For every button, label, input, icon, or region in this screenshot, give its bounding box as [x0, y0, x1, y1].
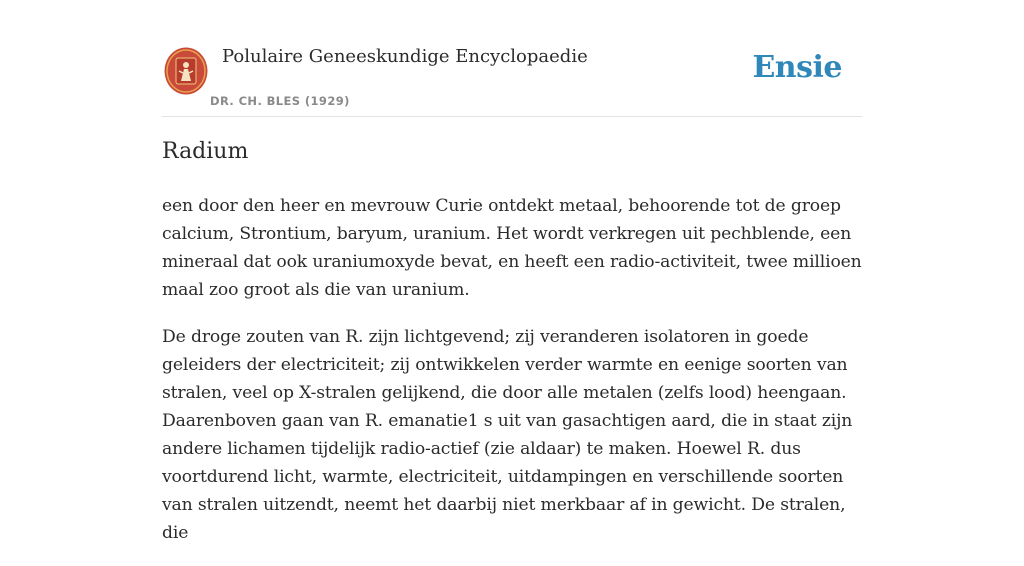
article-body [162, 192, 862, 566]
encyclopedia-seal-icon[interactable] [164, 47, 208, 95]
header [162, 0, 862, 117]
brand-logo-link[interactable]: Ensie [752, 50, 842, 85]
publication-author: DR. CH. BLES (1929) [210, 94, 350, 108]
publication-title[interactable]: Polulaire Geneeskundige Encyclopaedie [222, 46, 588, 67]
article-paragraph: een door den heer en mevrouw Curie ontdekt metaal, behoorende tot de groep calcium, Strontium, baryum, uranium. Het wordt verkregen uit pechblende, een mineraal dat ook uraniumoxyde bevat, en heeft een radio-activiteit, twee millioen maal zoo groot als die van uranium. [162, 196, 862, 300]
article-title: Radium [162, 139, 249, 164]
page [162, 0, 862, 543]
article-paragraph: De droge zouten van R. zijn lichtgevend; zij veranderen isolatoren in goede geleiders der electriciteit; zij ontwikkelen verder warmte en eenige soorten van stralen, veel op X-stralen gelijkend, die door alle metalen (zelfs lood) heengaan. Daarenboven gaan van R. emanatie1 s uit van gasachtigen aard, die in staat zijn andere lichamen tijdelijk radio-actief (zie aldaar) te maken. Hoewel R. dus voortdurend licht, warmte, electriciteit, uitdampingen en verschillende soorten van stralen uitzendt, neemt het daarbij niet merkbaar af in gewicht. De stralen, die [162, 327, 853, 543]
